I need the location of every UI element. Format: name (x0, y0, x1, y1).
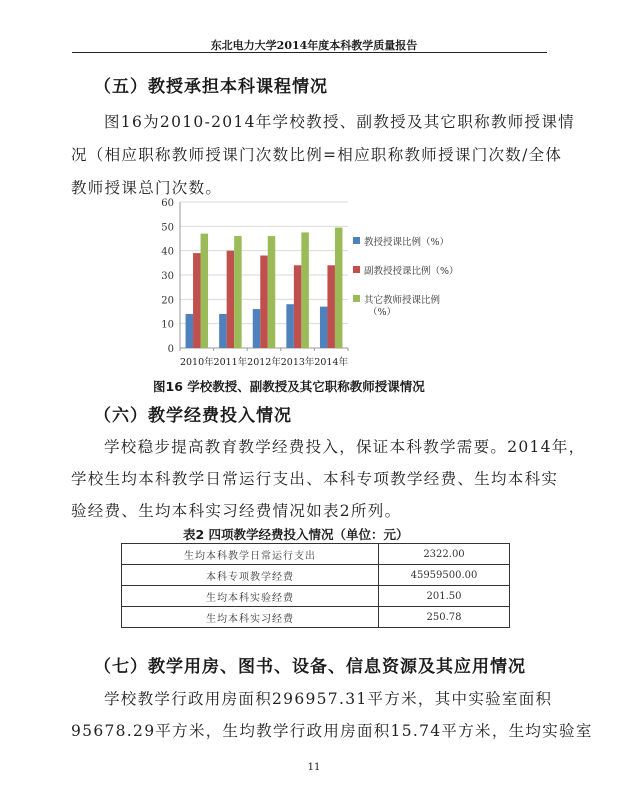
page-header: 东北电力大学2014年度本科教学质量报告 (210, 39, 418, 52)
x-tick-label: 2013年 (280, 357, 315, 368)
y-tick-label: 10 (161, 319, 174, 331)
bar (260, 256, 268, 348)
x-tick-label: 2010年 (179, 357, 214, 368)
section-6-heading: （六）教学经费投入情况 (94, 406, 292, 426)
bar (219, 314, 227, 348)
bar (227, 251, 235, 348)
section-7-line-2: 95678.29平方米，生均教学行政用房面积15.74平方米，生均实验室 (71, 722, 593, 740)
figure-caption: 图16 学校教授、副教授及其它职称教师授课情况 (153, 379, 425, 394)
x-tick-label: 2012年 (247, 357, 281, 368)
table-value: 2322.00 (379, 544, 510, 565)
y-tick-label: 40 (161, 246, 174, 258)
bar (201, 234, 209, 348)
legend-label: 副教授授课比例（%） (364, 266, 459, 277)
bar (320, 307, 328, 348)
y-tick-label: 30 (161, 271, 174, 282)
y-tick-label: 0 (167, 344, 174, 355)
bar (327, 265, 335, 348)
table-item: 生均本科教学日常运行支出 (122, 544, 379, 565)
legend-label: 教授授课比例（%） (364, 237, 450, 248)
table-value: 45959500.00 (379, 565, 510, 586)
bar (301, 232, 309, 348)
table-row (122, 607, 510, 628)
table-value: 250.78 (379, 607, 510, 628)
bar (193, 253, 201, 348)
section-5-heading: （五）教授承担本科课程情况 (94, 77, 328, 97)
legend-label: 其它教师授课比例 (364, 295, 441, 306)
section-6-line-1: 学校稳步提高教育教学经费投入，保证本科教学需要。2014年， (104, 438, 586, 456)
y-tick-label: 60 (161, 198, 174, 209)
bar (253, 309, 261, 348)
table-caption: 表2 四项教学经费投入情况（单位：元） (183, 527, 409, 542)
bar (335, 228, 343, 348)
table-item: 生均本科实验经费 (122, 586, 379, 607)
bar (286, 304, 294, 348)
section-5-line-1: 图16为2010-2014年学校教授、副教授及其它职称教师授课情 (104, 113, 575, 131)
x-tick-label: 2014年 (314, 357, 349, 368)
y-tick-label: 20 (161, 295, 174, 307)
table-item: 本科专项教学经费 (122, 565, 379, 586)
legend-swatch (353, 266, 360, 273)
table-row (122, 586, 510, 607)
x-tick-label: 2011年 (213, 357, 248, 368)
y-tick-label: 50 (161, 222, 174, 234)
bar-chart (140, 192, 490, 372)
table-row (122, 565, 510, 586)
section-6-line-2: 学校生均本科教学日常运行支出、本科专项教学经费、生均本科实 (71, 470, 559, 488)
legend-label: （%） (368, 307, 397, 318)
bar (294, 265, 302, 348)
page-number: 11 (307, 762, 321, 773)
header-rule (72, 52, 547, 53)
funding-table (121, 543, 510, 628)
bar (268, 236, 276, 348)
section-7-line-1: 学校教学行政用房面积296957.31平方米，其中实验室面积 (104, 690, 553, 708)
section-6-line-3: 验经费、生均本科实习经费情况如表2所列。 (71, 502, 402, 520)
table-item: 生均本科实习经费 (122, 607, 379, 628)
table-row (122, 544, 510, 565)
section-5-line-3: 教师授课总门次数。 (71, 179, 223, 197)
bar (186, 314, 194, 348)
section-5-line-2: 况（相应职称教师授课门次数比例=相应职称教师授课门次数/全体 (71, 146, 563, 164)
section-7-heading: （七）教学用房、图书、设备、信息资源及其应用情况 (94, 657, 526, 677)
table-value: 201.50 (379, 586, 510, 607)
legend-swatch (353, 237, 360, 244)
legend-swatch (353, 295, 360, 302)
bar (234, 236, 242, 348)
